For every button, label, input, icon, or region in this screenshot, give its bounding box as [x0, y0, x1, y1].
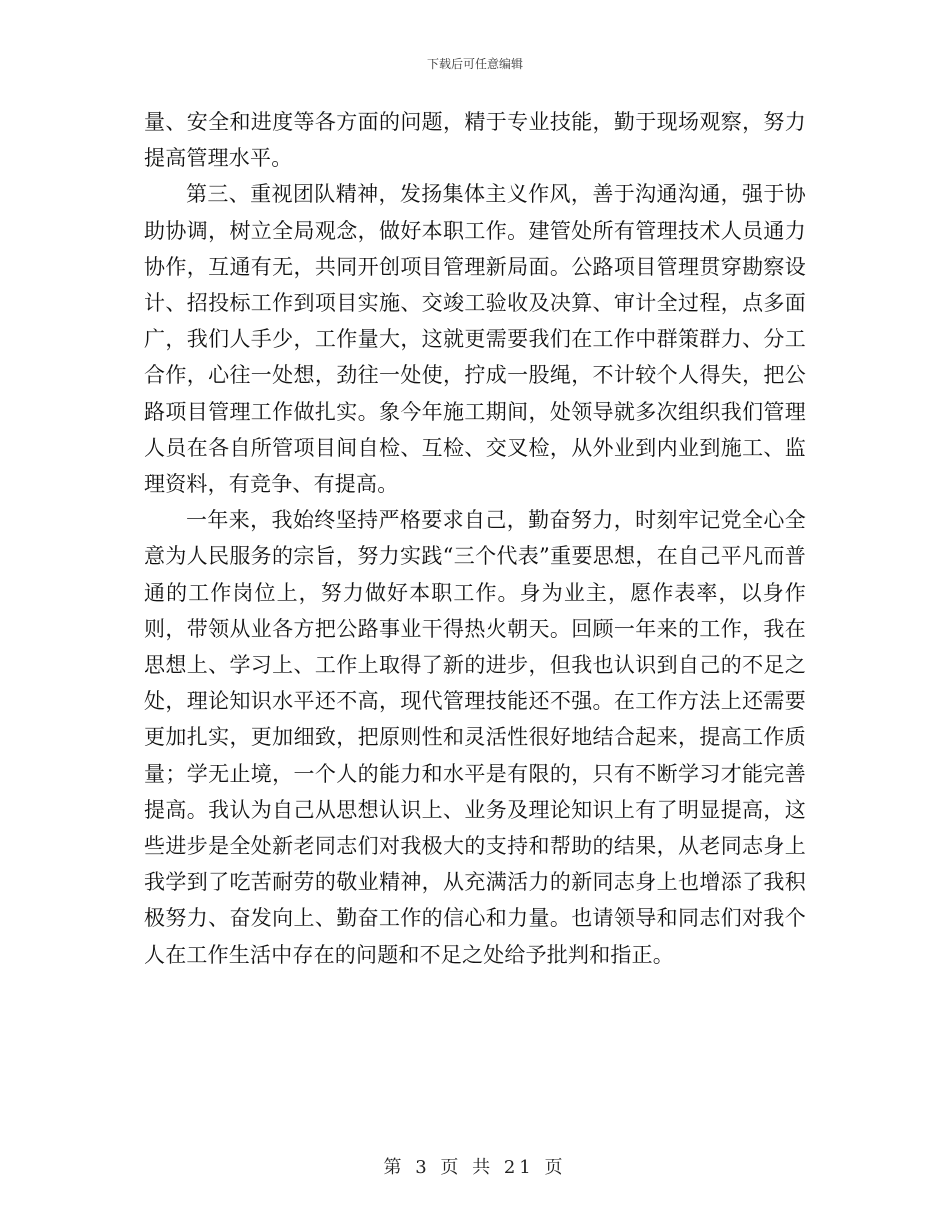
- paragraph-3: 一年来，我始终坚持严格要求自己，勤奋努力，时刻牢记党全心全意为人民服务的宗旨，努力实践“三个代表”重要思想，在自己平凡而普通的工作岗位上，努力做好本职工作。身为业主，愿作表率，以身作则，带领从业各方把公路事业干得热火朝天。回顾一年来的工作，我在思想上、学习上、工作上取得了新的进步，但我也认识到自己的不足之处，理论知识水平还不高，现代管理技能还不强。在工作方法上还需要更加扎实，更加细致，把原则性和灵活性很好地结合起来，提高工作质量；学无止境，一个人的能力和水平是有限的，只有不断学习才能完善提高。我认为自己从思想认识上、业务及理论知识上有了明显提高，这些进步是全处新老同志们对我极大的支持和帮助的结果，从老同志身上我学到了吃苦耐劳的敬业精神，从充满活力的新同志身上也增添了我积极努力、奋发向上、勤奋工作的信心和力量。也请领导和同志们对我个人在工作生活中存在的问题和不足之处给予批判和指正。: [144, 508, 806, 967]
- document-body: [144, 104, 806, 973]
- paragraph-2: 第三、重视团队精神，发扬集体主义作风，善于沟通沟通，强于协助协调，树立全局观念，做好本职工作。建管处所有管理技术人员通力协作，互通有无，共同开创项目管理新局面。公路项目管理贯穿勘察设计、招投标工作到项目实施、交竣工验收及决算、审计全过程，点多面广，我们人手少，工作量大，这就更需要我们在工作中群策群力、分工合作，心往一处想，劲往一处使，拧成一股绳，不计较个人得失，把公路项目管理工作做扎实。象今年施工期间，处领导就多次组织我们管理人员在各自所管项目间自检、互检、交叉检，从外业到内业到施工、监理资料，有竞争、有提高。: [144, 182, 806, 497]
- page-header: 下载后可任意编辑: [426, 57, 523, 71]
- paragraph-1: 量、安全和进度等各方面的问题，精于专业技能，勤于现场观察，努力提高管理水平。: [144, 110, 806, 171]
- page-number-footer: 第 3 页 共 21 页: [383, 1157, 567, 1178]
